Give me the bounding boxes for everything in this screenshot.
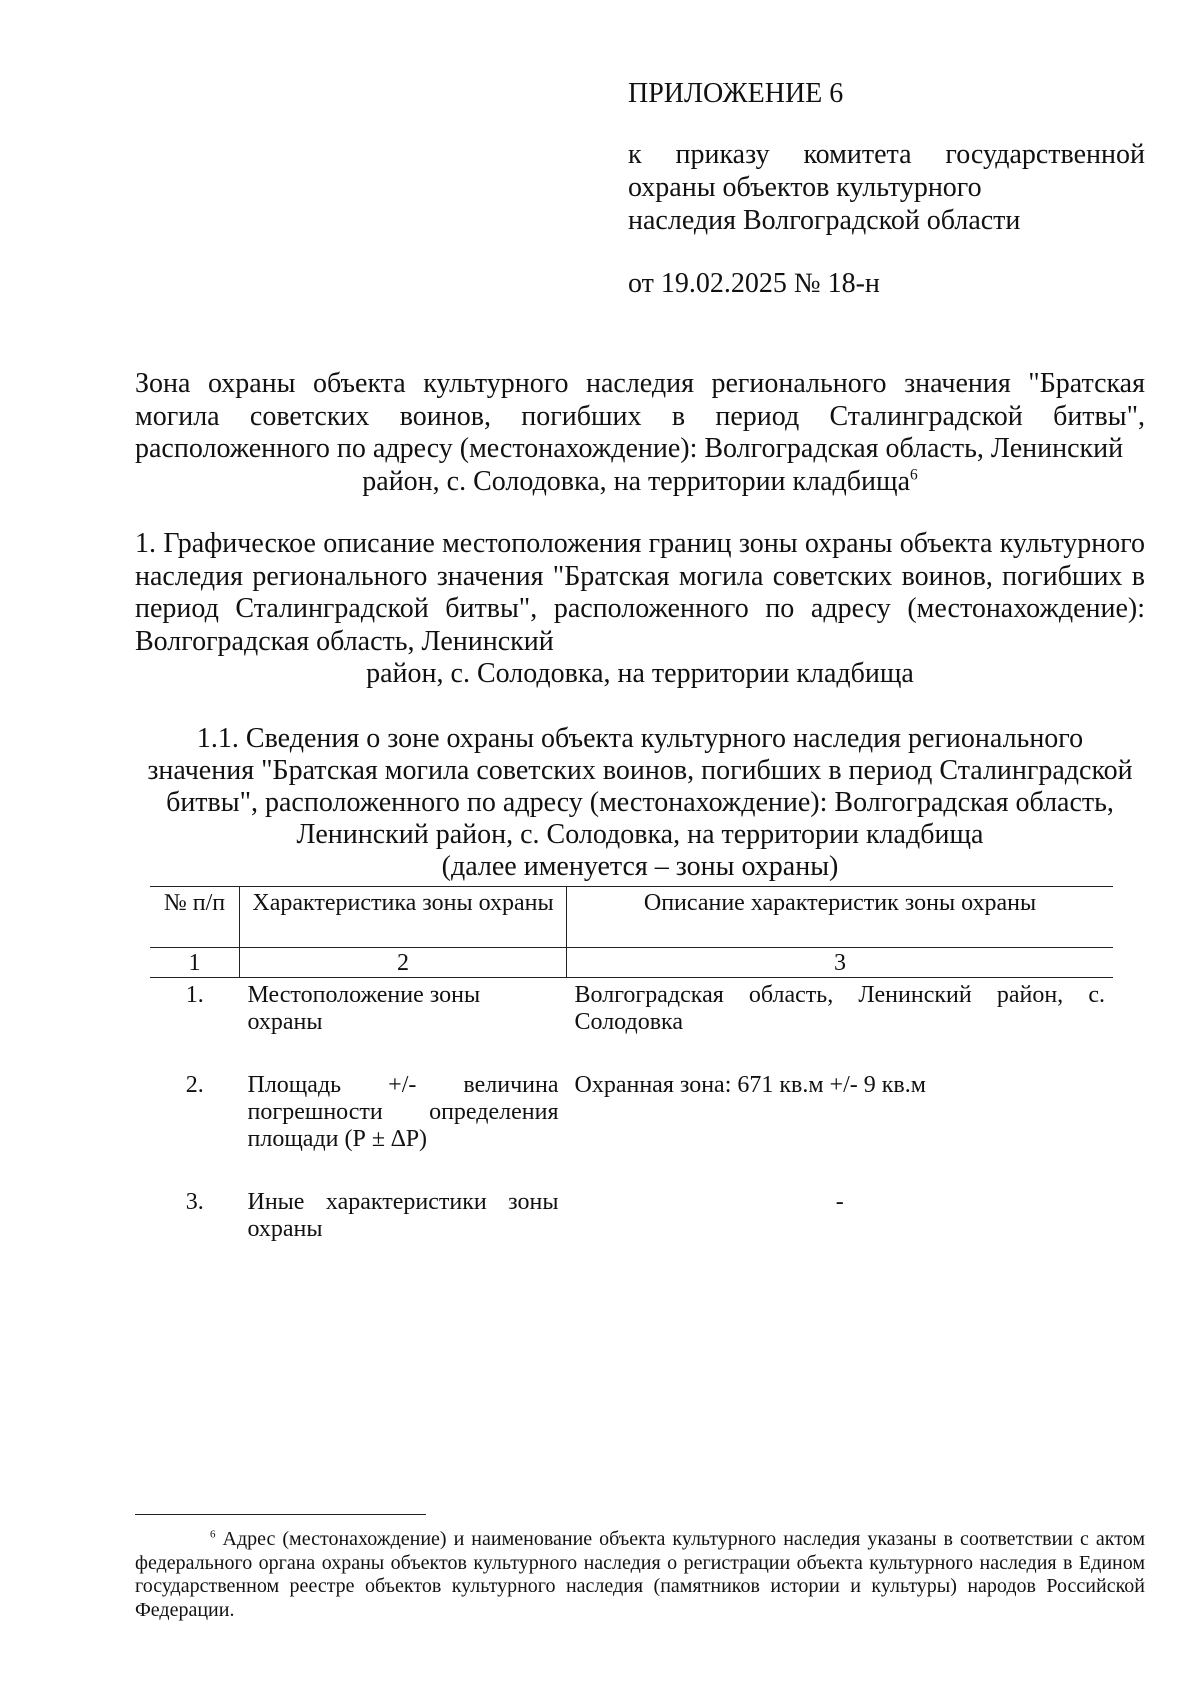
footnote-separator <box>135 1514 426 1515</box>
order-word: комитета <box>803 139 912 170</box>
subsection-line: Ленинский район, с. Солодовка, на территории кладбища <box>296 819 984 850</box>
section-1-text: 1. Графическое описание местоположения границ зоны охраны объекта культурного наследия регионального значения "Братская могила советских воинов, погибших в период Сталинградской битвы", расположенного по адресу (местонахождение): Волгоградская область, Ленинский <box>135 528 1145 657</box>
subsection-line: значения "Братская могила советских воинов, погибших в период Сталинградской <box>147 755 1133 786</box>
footnote-text: Адрес (местонахождение) и наименование объекта культурного наследия указаны в соответствии с актом федерального органа охраны объектов культурного наследия о регистрации объекта культурного наследия в Едином государственном реестре объектов культурного наследия (памятников истории и культуры) народов Российской Федерации. <box>135 1528 1145 1621</box>
row-number: 3. <box>185 1189 204 1215</box>
order-line-1 <box>628 138 1145 171</box>
row-characteristic <box>240 1068 567 1185</box>
row-characteristic-text: Площадь +/- величина погрешности определения площади (Р ± ∆Р) <box>247 1072 559 1152</box>
row-description: Охранная зона: 671 кв.м +/- 9 кв.м <box>574 1072 926 1098</box>
order-word: приказу <box>675 139 770 170</box>
table-row <box>150 1185 1113 1275</box>
subsection-line: 1.1. Сведения о зоне охраны объекта культурного наследия регионального <box>196 723 1084 754</box>
order-line-2: охраны объектов культурного <box>628 172 982 203</box>
zone-info-table <box>150 886 1113 1275</box>
table-row <box>150 1068 1113 1185</box>
table-column-numbers-row <box>150 948 1113 978</box>
header-number: № п/п <box>150 887 240 948</box>
row-number: 1. <box>185 982 204 1008</box>
title-text: Зона охраны объекта культурного наследия регионального значения "Братская могила советских воинов, погибших в период Сталинградской битвы", расположенного по адресу (местонахождение): Волгоградская область, Ленинский <box>135 368 1145 464</box>
column-number: 2 <box>240 948 567 978</box>
header-characteristic: Характеристика зоны охраны <box>240 887 567 948</box>
order-date: от 19.02.2025 № 18-н <box>628 268 880 299</box>
subsection-line: битвы", расположенного по адресу (местонахождение): Волгоградская область, <box>166 787 1114 818</box>
order-line-3: наследия Волгоградской области <box>628 205 1021 236</box>
table-header-row <box>150 887 1113 948</box>
table-row <box>150 978 1113 1069</box>
subsection-line: (далее именуется – зоны охраны) <box>441 851 839 882</box>
order-reference <box>628 138 1145 237</box>
footnote-mark: 6 <box>210 1528 216 1541</box>
header-description: Описание характеристик зоны охраны <box>567 887 1114 948</box>
subsection-1-1 <box>135 723 1145 883</box>
row-description <box>567 978 1114 1069</box>
row-characteristic-text: Иные характеристики зоны охраны <box>247 1189 559 1242</box>
row-description <box>567 1185 1114 1275</box>
title-last-text: район, с. Солодовка, на территории кладбища <box>362 465 911 497</box>
title-last-line <box>135 466 1145 499</box>
empty-value-dash: - <box>835 1189 844 1215</box>
footnote <box>135 1528 1145 1622</box>
column-number: 3 <box>567 948 1114 978</box>
column-number: 1 <box>150 948 240 978</box>
section-1 <box>135 528 1145 691</box>
footnote-ref: 6 <box>910 466 918 484</box>
order-word: к <box>628 139 642 170</box>
row-characteristic <box>240 1185 567 1275</box>
row-characteristic: Местоположение зоны охраны <box>247 982 481 1035</box>
order-word: государственной <box>945 139 1145 170</box>
row-description-text: Волгоградская область, Ленинский район, с. Солодовка <box>574 982 1105 1035</box>
document-title <box>135 368 1145 498</box>
appendix-heading: ПРИЛОЖЕНИЕ 6 <box>628 78 844 109</box>
row-number: 2. <box>185 1072 204 1098</box>
section-1-last-line: район, с. Солодовка, на территории кладбища <box>366 658 914 689</box>
